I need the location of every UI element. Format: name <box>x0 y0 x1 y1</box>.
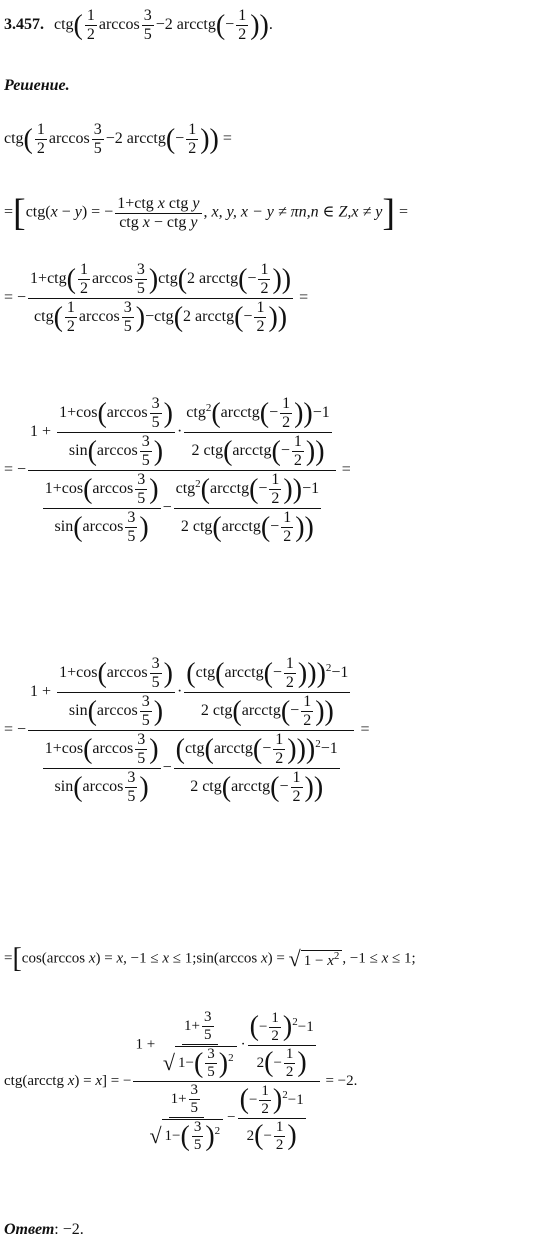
problem-header <box>4 8 273 43</box>
answer <box>4 1222 84 1238</box>
step-7: ctg(arcctg x) = x] = − 1 + 1+ $\frac{3}{5}$ √ 1−( $\frac{3}{5}$ )$^2$ · (− $\frac{1}{2}$ )$^2$−1 2(− $\frac{1}{2}$ ) 1+ $\frac{3}{5}$ √ 1−( $\frac{3}{5}$ )$^2$ − (− $\frac{1}{2}$ )$^2$−1 2(− $\frac{1}{2}$ ) = −2. <box>4 1009 358 1153</box>
problem-expression: ctg( $\frac{1}{2}$ arccos $\frac{3}{5}$ −2 arcctg(− $\frac{1}{2}$ )). <box>54 7 273 43</box>
answer-label: Ответ <box>4 1221 55 1238</box>
solution-label: Решение. <box>4 77 70 94</box>
step-3: = − 1+ctg( $\frac{1}{2}$ arccos $\frac{3}{5}$ )ctg(2 arcctg(− $\frac{1}{2}$ )) ctg( $\frac{1}{2}$ arccos $\frac{3}{5}$ )−ctg(2 arcctg(− $\frac{1}{2}$ )) = <box>4 261 309 335</box>
step-5: = − 1 + 1+cos(arccos $\frac{3}{5}$ ) sin(arccos $\frac{3}{5}$ ) · (ctg(arcctg(− $\frac{1}{2}$ )))$^2$−1 2 ctg(arcctg(− $\frac{1}{2}$ )) 1+cos(arccos $\frac{3}{5}$ ) sin(arccos $\frac{3}{5}$ ) − (ctg(arcctg(− $\frac{1}{2}$ )))$^2$−1 2 ctg(arcctg(− $\frac{1}{2}$ )) = <box>4 655 370 805</box>
step-4: = − 1 + 1+cos(arccos $\frac{3}{5}$ ) sin(arccos $\frac{3}{5}$ ) · ctg$^2$(arcctg(− $\frac{1}{2}$ ))−1 2 ctg(arcctg(− $\frac{1}{2}$ )) 1+cos(arccos $\frac{3}{5}$ ) sin(arccos $\frac{3}{5}$ ) − ctg$^2$(arcctg(− $\frac{1}{2}$ ))−1 2 ctg(arcctg(− $\frac{1}{2}$ )) = <box>4 395 351 545</box>
problem-number: 3.457. <box>4 16 44 34</box>
step-2: =[ctg(x − y) = − 1+ctg x ctg y ctg x − ctg y , x, y, x − y ≠ πn,n ∈ Z,x ≠ y] = <box>4 192 409 234</box>
step-6: =[cos(arccos x) = x, −1 ≤ x ≤ 1;sin(arccos x) = √ $1 - x^2$ , −1 ≤ x ≤ 1; <box>4 943 416 974</box>
answer-value: : −2. <box>54 1221 84 1238</box>
step-1: ctg( $\frac{1}{2}$ arccos $\frac{3}{5}$ −2 arcctg(− $\frac{1}{2}$ )) = <box>4 121 232 157</box>
